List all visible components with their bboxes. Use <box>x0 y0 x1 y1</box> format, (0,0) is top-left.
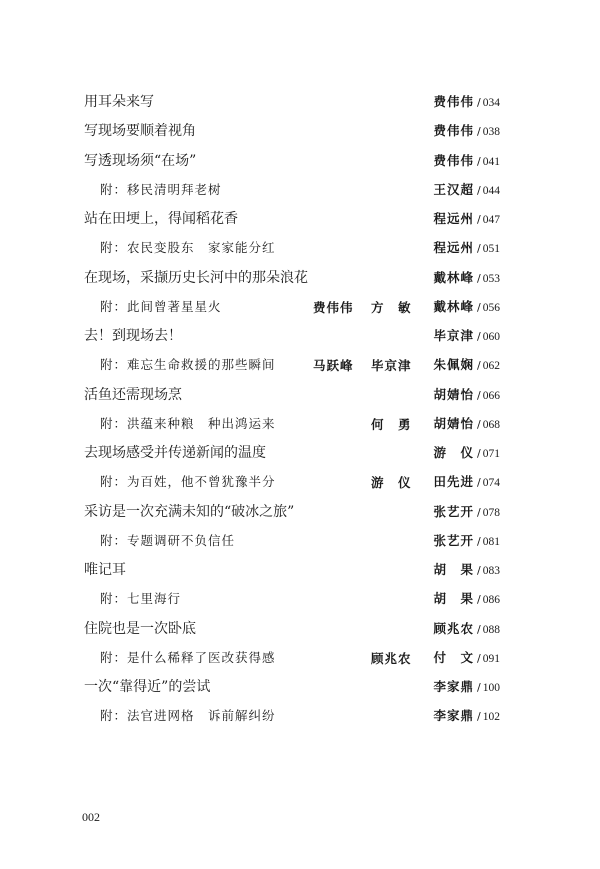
toc-entry <box>84 557 500 586</box>
entry-author: 费伟伟 <box>433 123 475 139</box>
separator: / <box>477 651 481 665</box>
toc-entry <box>84 323 500 352</box>
entry-title: 附：洪蕴来种粮 种出鸿运来 <box>100 415 276 431</box>
separator: / <box>477 710 481 724</box>
author-page <box>434 503 500 522</box>
author-page <box>434 532 500 551</box>
entry-title: 附：此间曾著星星火 <box>100 298 222 314</box>
separator: / <box>477 242 481 256</box>
entry-title: 附：移民清明拜老树 <box>100 181 222 197</box>
toc-appendix-entry <box>84 352 500 381</box>
entry-page: 056 <box>482 301 500 314</box>
separator: / <box>477 330 481 343</box>
entry-page: 102 <box>482 711 500 724</box>
author-page <box>434 356 500 375</box>
author-page <box>434 678 500 697</box>
entry-page: 074 <box>482 477 500 490</box>
entry-page: 041 <box>482 155 500 168</box>
entry-title: 用耳朵来写 <box>84 94 154 110</box>
entry-author: 付 文 <box>433 649 475 665</box>
entry-page: 038 <box>482 126 500 139</box>
entry-author: 李家鼎 <box>433 679 475 694</box>
entry-author: 戴林峰 <box>433 298 475 314</box>
toc-entry <box>84 382 500 411</box>
entry-page: 051 <box>482 243 500 256</box>
entry-title: 住院也是一次卧底 <box>84 620 196 637</box>
author-page <box>434 210 500 229</box>
entry-title: 去！到现场去！ <box>84 328 182 344</box>
entry-author: 程远州 <box>433 240 475 256</box>
entry-page: 083 <box>482 565 500 577</box>
entry-author: 费伟伟 <box>433 94 475 109</box>
entry-title: 在现场，采撷历史长河中的那朵浪花 <box>84 269 308 286</box>
entry-author: 顾兆农 <box>433 620 475 636</box>
separator: / <box>477 154 481 168</box>
entry-page: 071 <box>482 448 500 460</box>
author-page <box>434 93 500 112</box>
separator: / <box>477 359 481 373</box>
separator: / <box>477 476 481 490</box>
entry-author: 胡婧怡 <box>433 415 475 431</box>
toc-appendix-entry <box>84 294 500 323</box>
entry-page: 053 <box>482 272 500 285</box>
author-page <box>434 239 500 258</box>
entry-page: 062 <box>482 360 500 373</box>
entry-author: 费伟伟 <box>433 152 475 168</box>
toc-entry <box>84 118 500 147</box>
entry-title: 站在田埂上，得闻稻花香 <box>84 211 238 227</box>
table-of-contents <box>84 89 500 733</box>
toc-entry <box>84 499 500 528</box>
author-page <box>434 122 500 141</box>
toc-entry <box>84 265 500 294</box>
toc-entry <box>84 616 500 645</box>
entry-page: 078 <box>482 506 500 519</box>
author-page <box>434 327 500 346</box>
entry-author: 张艺开 <box>433 503 475 519</box>
toc-entry <box>84 440 500 469</box>
entry-title: 附：是什么稀释了医改获得感 <box>100 649 276 665</box>
separator: / <box>477 564 481 577</box>
entry-title: 附：专题调研不负信任 <box>100 532 236 548</box>
entry-title: 附：难忘生命救援的那些瞬间 <box>100 357 276 373</box>
separator: / <box>477 505 481 519</box>
co-author: 顾兆农 <box>371 650 412 666</box>
entry-author: 程远州 <box>433 211 475 226</box>
entry-author: 王汉超 <box>433 181 475 197</box>
entry-page: 086 <box>482 594 500 607</box>
entry-author: 戴林峰 <box>433 269 475 285</box>
separator: / <box>477 125 481 139</box>
author-page <box>434 444 500 463</box>
entry-page: 034 <box>482 97 500 109</box>
entry-author: 李家鼎 <box>433 708 475 724</box>
entry-title: 一次“靠得近”的尝试 <box>84 679 211 695</box>
entry-page: 066 <box>482 389 500 402</box>
toc-appendix-entry <box>84 235 500 264</box>
entry-author: 田先进 <box>433 474 475 490</box>
entry-page: 091 <box>482 652 500 665</box>
co-author: 方 敏 <box>371 299 412 315</box>
entry-page: 081 <box>482 535 500 548</box>
toc-appendix-entry <box>84 645 500 674</box>
entry-title: 采访是一次充满未知的“破冰之旅” <box>84 503 295 520</box>
separator: / <box>477 681 481 694</box>
author-page <box>434 590 500 609</box>
entry-title: 写现场要顺着视角 <box>84 123 196 140</box>
entry-author: 胡婧怡 <box>433 386 475 402</box>
entry-author: 毕京津 <box>433 328 475 343</box>
separator: / <box>477 388 481 402</box>
entry-author: 胡 果 <box>433 591 475 607</box>
separator: / <box>477 447 481 460</box>
toc-appendix-entry <box>84 177 500 206</box>
entry-title: 唯记耳 <box>84 562 126 578</box>
author-page <box>434 561 500 580</box>
entry-page: 068 <box>482 418 500 431</box>
toc-entry <box>84 89 500 118</box>
author-page <box>434 649 500 668</box>
separator: / <box>477 183 481 197</box>
entry-page: 088 <box>482 623 500 636</box>
separator: / <box>477 593 481 607</box>
co-author: 游 仪 <box>371 475 412 491</box>
toc-appendix-entry <box>84 469 500 498</box>
toc-appendix-entry <box>84 528 500 557</box>
co-author: 费伟伟 <box>313 299 354 315</box>
author-page <box>434 386 500 405</box>
toc-entry <box>84 206 500 235</box>
toc-appendix-entry <box>84 586 500 615</box>
entry-page: 060 <box>482 331 500 343</box>
entry-title: 附：七里海行 <box>100 591 182 607</box>
separator: / <box>477 622 481 636</box>
toc-appendix-entry <box>84 411 500 440</box>
entry-page: 044 <box>482 184 500 197</box>
co-author: 马跃峰 <box>313 358 354 374</box>
page-number: 002 <box>82 810 100 824</box>
author-page <box>434 152 500 171</box>
separator: / <box>477 534 481 548</box>
co-author: 何 勇 <box>371 416 412 432</box>
author-page <box>434 620 500 639</box>
entry-author: 张艺开 <box>433 532 475 548</box>
entry-title: 去现场感受并传递新闻的温度 <box>84 445 266 461</box>
toc-entry <box>84 674 500 703</box>
author-page <box>434 415 500 434</box>
author-page <box>434 269 500 288</box>
entry-page: 047 <box>482 214 500 226</box>
toc-appendix-entry <box>84 703 500 732</box>
separator: / <box>477 300 481 314</box>
entry-title: 附：法官进网格 诉前解纠纷 <box>100 708 276 724</box>
entry-author: 游 仪 <box>433 445 475 460</box>
entry-author: 朱佩娴 <box>433 357 475 373</box>
separator: / <box>477 417 481 431</box>
entry-title: 附：农民变股东 家家能分红 <box>100 240 276 256</box>
author-page <box>434 707 500 726</box>
entry-title: 活鱼还需现场烹 <box>84 386 182 403</box>
toc-entry <box>84 148 500 177</box>
separator: / <box>477 96 481 109</box>
separator: / <box>477 213 481 226</box>
separator: / <box>477 271 481 285</box>
entry-title: 附：为百姓，他不曾犹豫半分 <box>100 474 276 490</box>
author-page <box>434 181 500 200</box>
co-author: 毕京津 <box>371 358 412 374</box>
author-page <box>434 298 500 317</box>
entry-page: 100 <box>482 682 500 694</box>
entry-title: 写透现场须“在场” <box>84 152 197 169</box>
author-page <box>434 473 500 492</box>
entry-author: 胡 果 <box>433 562 475 577</box>
